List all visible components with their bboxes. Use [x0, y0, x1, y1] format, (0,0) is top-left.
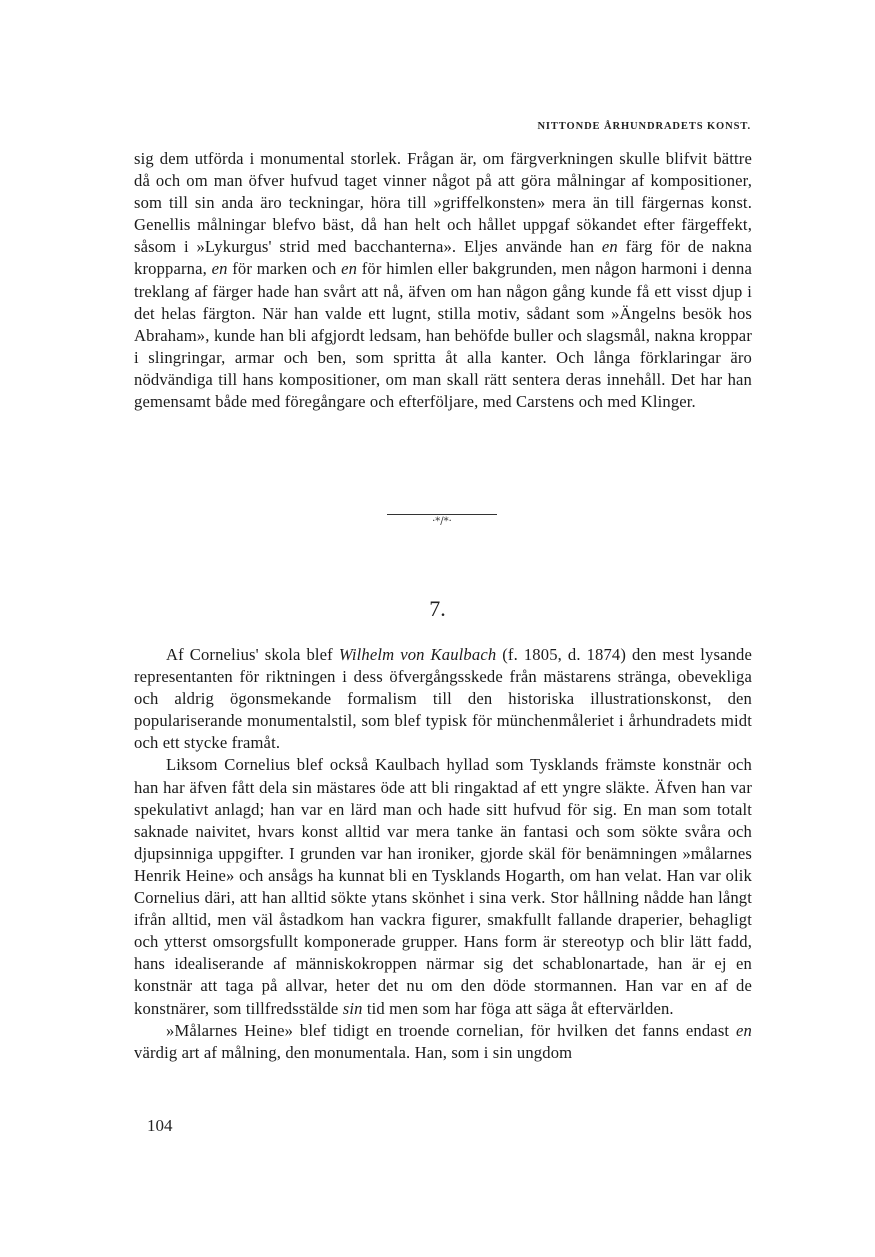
continued-paragraph: sig dem utförda i monumental storlek. Frågan är, om färgverkningen skulle blifvit bättre då och om man öfver hufvud taget vinner något på att göra målningar af kompositioner, som till sin anda äro teckningar, höra till »griffelkonsten» mera än till färgernas konst. Genellis målningar blefvo bäst, då han helt och hållet uppgaf sökandet efter färgeffekt, såsom i »Lykurgus' strid med bacchanterna». Eljes använde han en färg för de nakna kropparna, en för marken och en för himlen eller bakgrunden, men någon harmoni i denna treklang af färger hade han svårt att nå, äfven om han någon gång kunde få ett visst djup i det helas färgton. När han valde ett lugnt, stilla motiv, sådant som »Ängelns besök hos Abraham», kunde han bli afgjordt ledsam, han behöfde buller och slagsmål, nakna kroppar i slingringar, armar och ben, som spritta åt alla kanter. Och långa förklaringar äro nödvändiga till hans kompositioner, om man skall rätt sentera deras innehåll. Det har han gemensamt både med föregångare och efterföljare, med Carstens och med Klinger.	[134, 149, 752, 412]
paragraph-kaulbach-character: Liksom Cornelius blef också Kaulbach hyllad som Tysklands främste konstnär och han har äfven fått dela sin mästares öde att bli ringaktad af ett yngre släkte. Äfven han var spekulativt anlagd; han var en lärd man och hade sitt hufvud för sig. En man som totalt saknade naivitet, hvars konst alltid var mera tanke än fantasi och som sökte svåra och djupsinniga uppgifter. I grunden var han ironiker, gjorde skäl för benämningen »målarnes Henrik Heine» och ansågs ha kunnat bli en Tysklands Hogarth, om han velat. Han var olik Cornelius däri, att han alltid sökte ytans skönhet i sina verk. Stor hållning nådde han långt ifrån alltid, men väl åstadkom han vackra figurer, smakfullt fallande draperier, behagligt och ytterst omsorgsfullt komponerade grupper. Hans form är stereotyp och blir lätt fadd, hans idealiserande af människokroppen närmar sig det schablonartade, han är ej en konstnär att taga på allvar, heter det nu om den döde stormannen. Han var en af de konstnärer, som tillfredsstälde sin tid men som har föga att säga åt eftervärlden.	[134, 755, 752, 1018]
top-text-block	[134, 148, 752, 413]
emphasis-en: en	[211, 259, 228, 279]
paragraph-kaulbach-intro: Af Cornelius' skola blef Wilhelm von Kaulbach (f. 1805, d. 1874) den mest lysande representanten för riktningen i dess öfvergångsskede från mästarens stränga, obevekliga och aldrig ögonsmekande formalism till den historiska illustrationskonst, den populariserande monumentalstil, som blef typisk för münchenmåleriet i århundradets midt och ett stycke framåt.	[134, 645, 752, 753]
section-divider	[387, 514, 497, 527]
emphasis-sin: sin	[342, 998, 363, 1018]
emphasis-name: Wilhelm von Kaulbach	[338, 645, 497, 664]
running-head: NITTONDE ÅRHUNDRADETS KONST.	[537, 121, 751, 132]
chapter-number: 7.	[429, 596, 446, 621]
page-number: 104	[147, 1116, 173, 1135]
ornament-glyph: ·*/*·	[432, 516, 452, 527]
divider-rule	[387, 514, 497, 515]
emphasis-en: en	[736, 1020, 752, 1040]
emphasis-en: en	[601, 237, 618, 257]
chapter-text-block	[134, 644, 752, 1064]
emphasis-en: en	[341, 259, 358, 279]
paragraph-malarnes-heine: »Målarnes Heine» blef tidigt en troende cornelian, för hvilken det fanns endast en värdig art af målning, den monumentala. Han, som i sin ungdom	[134, 1020, 752, 1062]
